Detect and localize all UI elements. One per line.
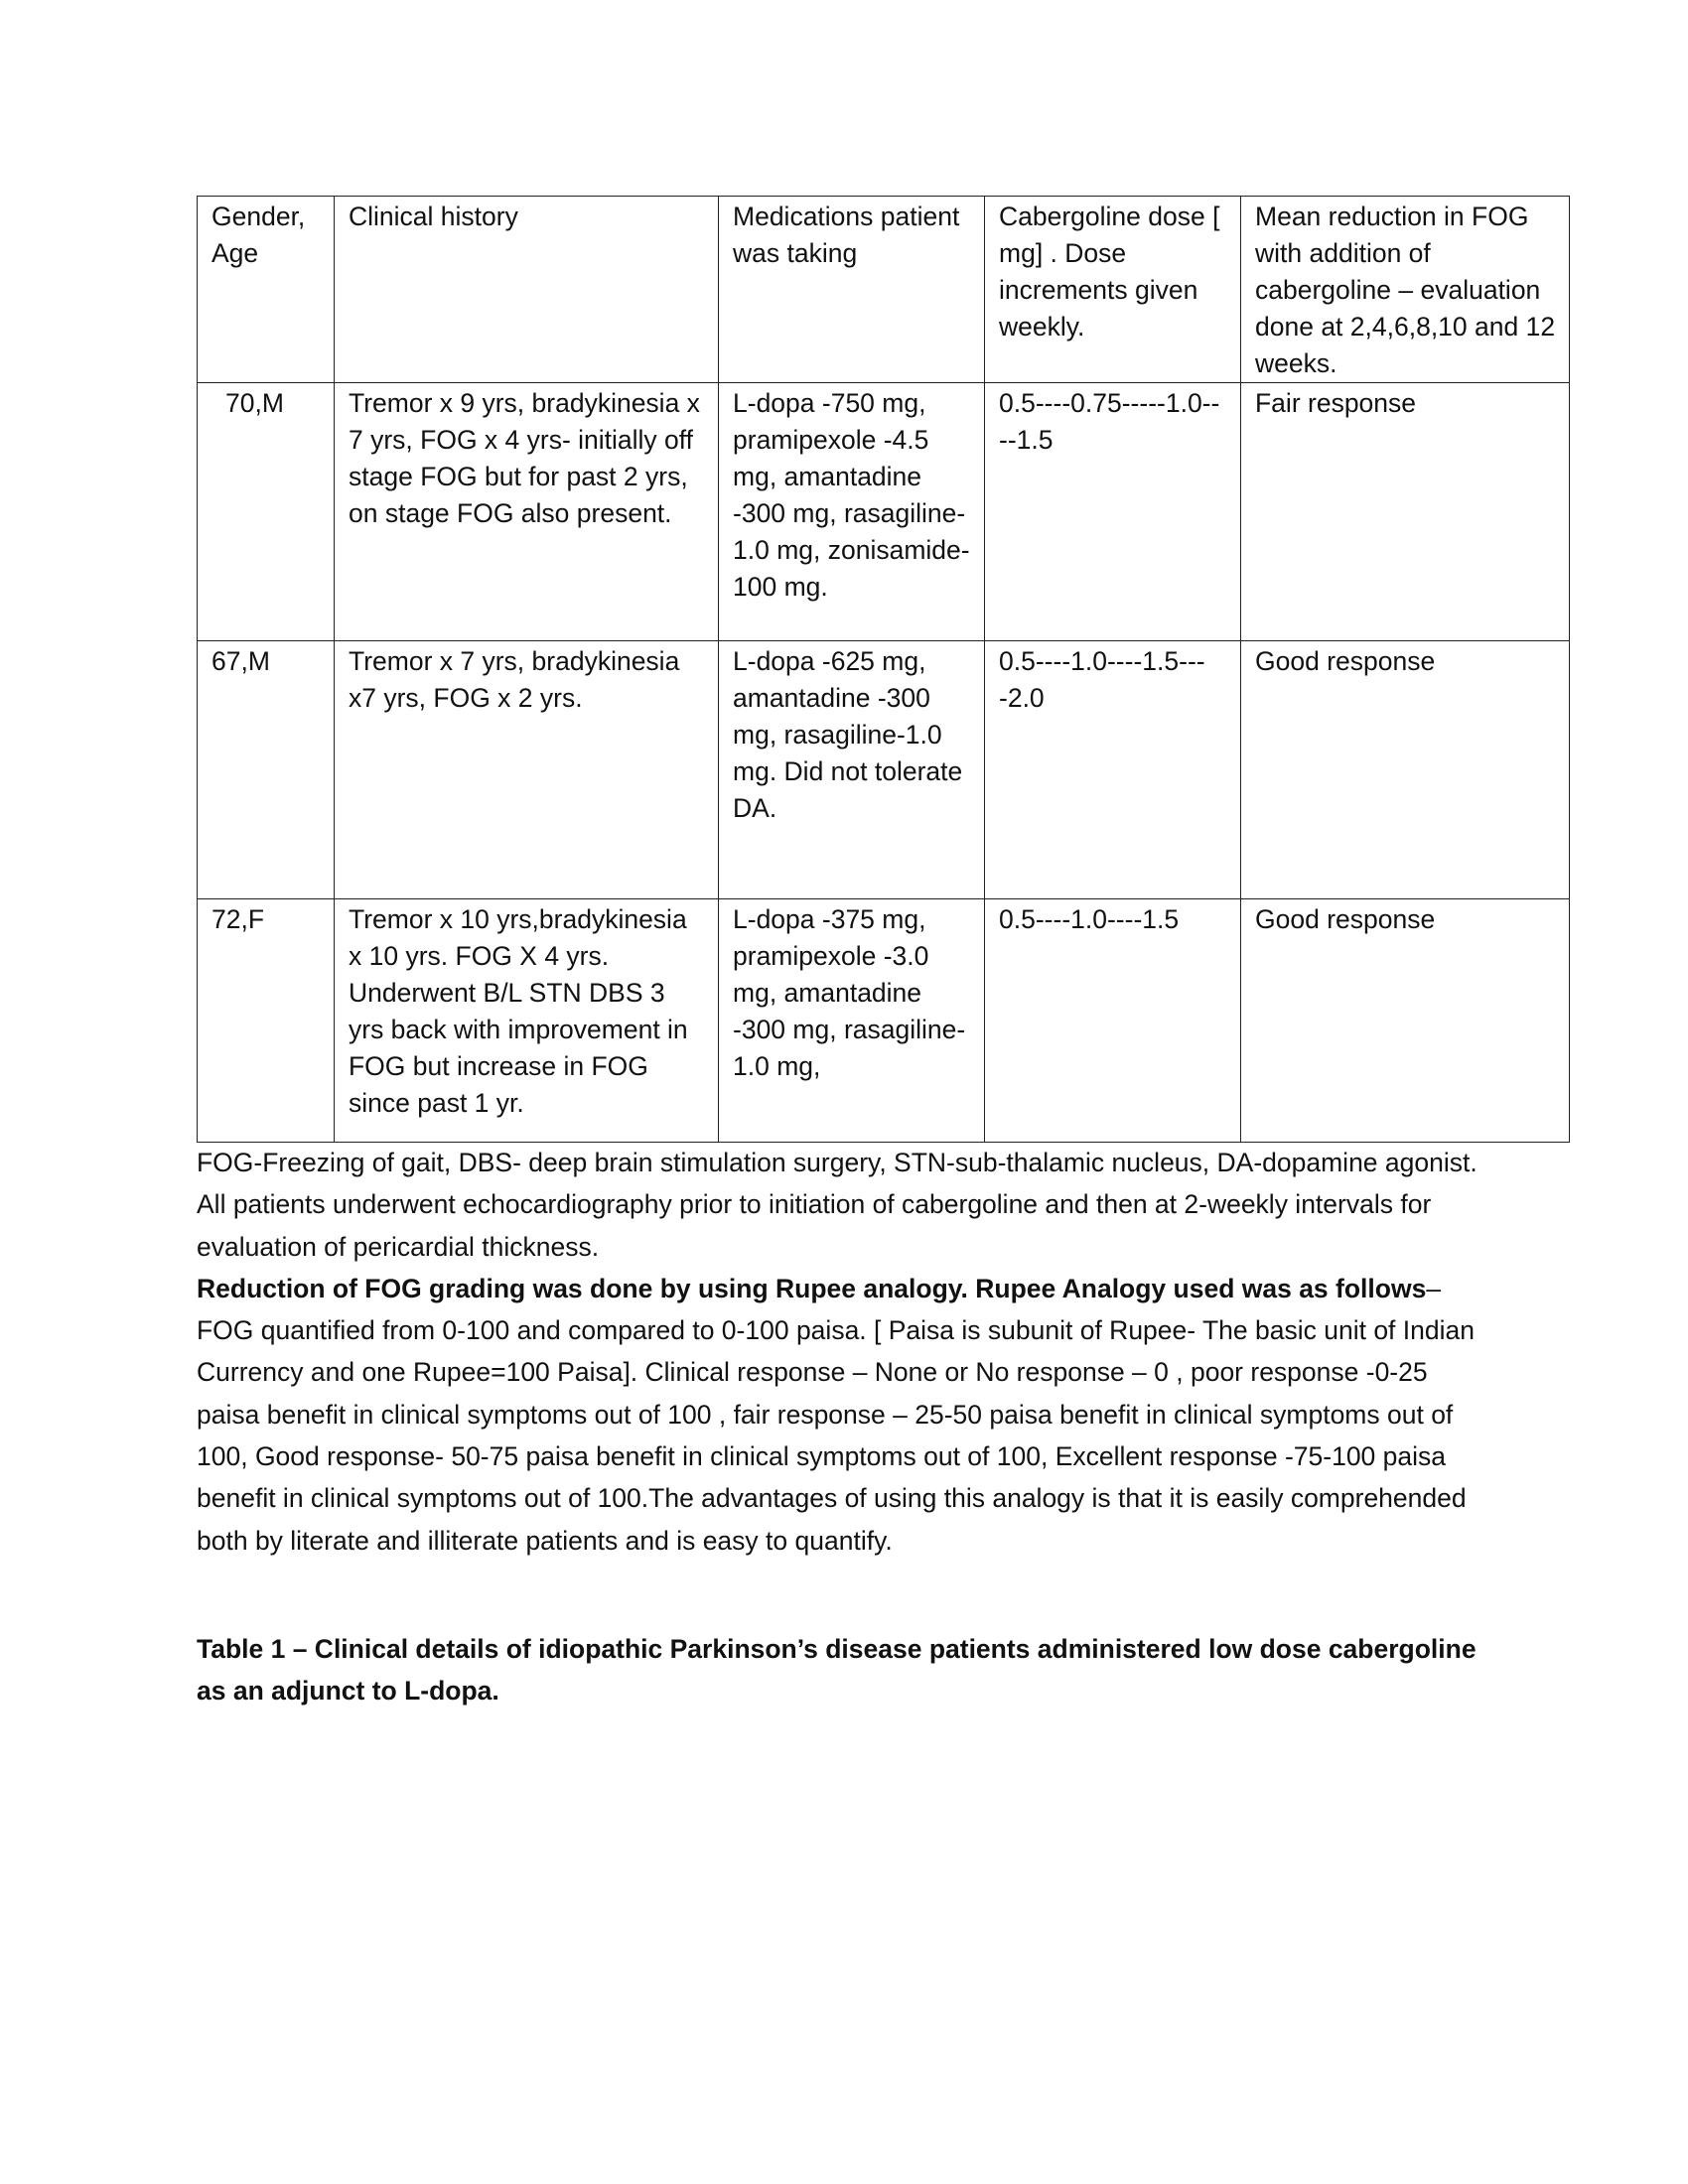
cell-clinical-history: Tremor x 7 yrs, bradykinesia x7 yrs, FOG x 2 yrs.	[335, 641, 719, 899]
table-row	[198, 899, 1570, 1143]
table-header-row	[198, 197, 1570, 383]
cell-clinical-history: Tremor x 10 yrs,bradykinesia x 10 yrs. FOG X 4 yrs. Underwent B/L STN DBS 3 yrs back with improvement in FOG but increase in FOG since past 1 yr.	[335, 899, 719, 1143]
table-row	[198, 641, 1570, 899]
rupee-analogy-paragraph	[197, 1268, 1487, 1562]
header-clinical-history: Clinical history	[335, 197, 719, 383]
cell-gender-age: 72,F	[198, 899, 335, 1143]
table-notes	[197, 1142, 1487, 1562]
header-gender-age: Gender, Age	[198, 197, 335, 383]
rupee-analogy-body: FOG quantified from 0-100 and compared to 0-100 paisa. [ Paisa is subunit of Rupee- The basic unit of Indian Currency and one Rupee=100 Paisa]. Clinical response – None or No response – 0 , poor response -0-25 paisa benefit in clinical symptoms out of 100 , fair response – 25-50 paisa benefit in clinical symptoms out of 100, Good response- 50-75 paisa benefit in clinical symptoms out of 100, Excellent response -75-100 paisa benefit in clinical symptoms out of 100.The advantages of using this analogy is that it is easily comprehended both by literate and illiterate patients and is easy to quantify.	[197, 1315, 1475, 1556]
header-mean-reduction: Mean reduction in FOG with addition of cabergoline – evaluation done at 2,4,6,8,10 and 12 weeks.	[1241, 197, 1570, 383]
table-row	[198, 383, 1570, 641]
header-cabergoline-dose: Cabergoline dose [ mg] . Dose increments given weekly.	[985, 197, 1241, 383]
rupee-analogy-heading: Reduction of FOG grading was done by using Rupee analogy. Rupee Analogy used was as follows	[197, 1273, 1427, 1303]
cell-cabergoline-dose: 0.5----1.0----1.5	[985, 899, 1241, 1143]
cell-medications: L-dopa -625 mg, amantadine -300 mg, rasagiline-1.0 mg. Did not tolerate DA.	[719, 641, 985, 899]
table-caption: Table 1 – Clinical details of idiopathic Parkinson’s disease patients administered low dose cabergoline as an adjunct to L-dopa.	[197, 1634, 1477, 1706]
header-medications: Medications patient was taking	[719, 197, 985, 383]
abbreviations-note: FOG-Freezing of gait, DBS- deep brain stimulation surgery, STN-sub-thalamic nucleus, DA-dopamine agonist.	[197, 1148, 1477, 1177]
cell-medications: L-dopa -750 mg, pramipexole -4.5 mg, amantadine -300 mg, rasagiline-1.0 mg, zonisamide-100 mg.	[719, 383, 985, 641]
cell-gender-age: 67,M	[198, 641, 335, 899]
echocardiography-note: All patients underwent echocardiography prior to initiation of cabergoline and then at 2-weekly intervals for evaluation of pericardial thickness.	[197, 1189, 1432, 1262]
clinical-details-table	[197, 196, 1570, 1143]
cell-clinical-history: Tremor x 9 yrs, bradykinesia x 7 yrs, FOG x 4 yrs- initially off stage FOG but for past 2 yrs, on stage FOG also present.	[335, 383, 719, 641]
cell-cabergoline-dose: 0.5----0.75-----1.0----1.5	[985, 383, 1241, 641]
rupee-analogy-dash: –	[1426, 1273, 1442, 1303]
cell-response: Good response	[1241, 641, 1570, 899]
cell-response: Fair response	[1241, 383, 1570, 641]
cell-response: Good response	[1241, 899, 1570, 1143]
cell-gender-age: 70,M	[198, 383, 335, 641]
cell-medications: L-dopa -375 mg, pramipexole -3.0 mg, amantadine -300 mg, rasagiline-1.0 mg,	[719, 899, 985, 1143]
cell-cabergoline-dose: 0.5----1.0----1.5----2.0	[985, 641, 1241, 899]
